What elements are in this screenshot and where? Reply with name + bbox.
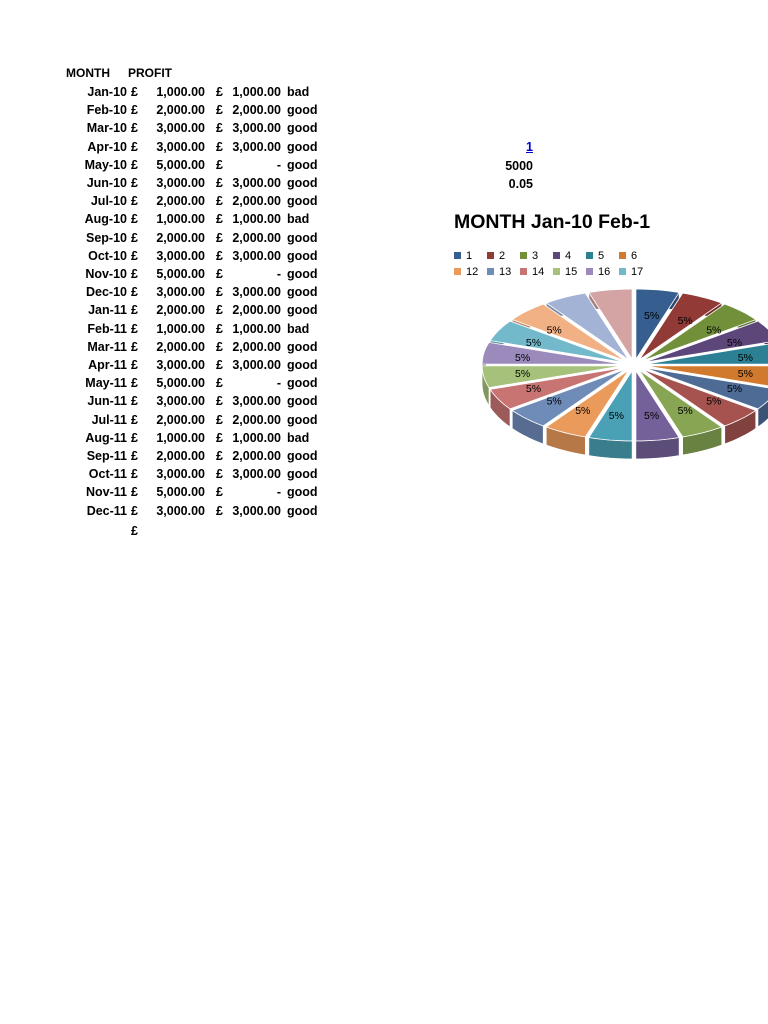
status-cell: good: [287, 285, 318, 300]
header-profit: PROFIT: [128, 66, 172, 80]
currency-cell: £: [216, 485, 223, 500]
status-cell: good: [287, 103, 318, 118]
currency-cell: £: [131, 248, 138, 263]
pie-data-label: 5%: [546, 395, 562, 408]
currency-cell: £: [216, 467, 223, 482]
status-cell: bad: [287, 430, 310, 445]
month-cell: Apr-11: [88, 358, 127, 372]
pie-data-label: 5%: [525, 382, 542, 395]
currency-cell: £: [131, 503, 138, 518]
legend-label: 5: [598, 250, 605, 262]
status-cell: good: [287, 449, 318, 463]
status-cell: bad: [287, 212, 310, 227]
legend-label: 3: [532, 250, 539, 262]
profit2-cell: 2,000.00: [232, 103, 281, 118]
legend-label: 4: [565, 250, 572, 262]
legend-swatch: [520, 252, 527, 259]
profit-cell: 2,000.00: [156, 303, 205, 318]
profit-cell: 2,000.00: [156, 449, 205, 463]
currency-cell: £: [131, 485, 138, 500]
month-cell: Dec-10: [86, 285, 127, 300]
currency-cell: £: [131, 430, 138, 445]
profit2-cell: 3,000.00: [232, 503, 281, 518]
status-cell: bad: [287, 85, 310, 99]
currency-cell: £: [216, 358, 223, 372]
currency-cell: £: [131, 394, 138, 409]
currency-cell: £: [216, 194, 223, 209]
status-cell: good: [287, 412, 318, 427]
pie-data-label: 5%: [515, 352, 531, 365]
profit2-cell: -: [276, 267, 281, 281]
currency-cell: £: [131, 139, 138, 154]
profit-cell: 1,000.00: [156, 321, 205, 336]
profit-cell: 5,000.00: [156, 157, 205, 172]
month-cell: Oct-11: [88, 467, 127, 482]
legend-swatch: [454, 268, 461, 275]
legend-label: 12: [466, 266, 479, 278]
currency-cell: £: [216, 303, 223, 318]
currency-cell: £: [216, 394, 223, 409]
pie-data-label: 5%: [726, 337, 743, 350]
profit-cell: 1,000.00: [156, 430, 205, 445]
status-cell: good: [287, 485, 318, 500]
currency-cell: £: [131, 121, 138, 136]
table-row: [0, 138, 768, 156]
total-currency: £: [131, 524, 138, 538]
month-cell: Jul-10: [90, 194, 127, 209]
pie-data-label: 5%: [706, 324, 722, 337]
currency-cell: £: [131, 467, 138, 482]
legend-swatch: [586, 252, 593, 259]
profit-cell: 3,000.00: [156, 394, 205, 409]
legend-swatch: [520, 268, 527, 275]
pie-data-label: 5%: [737, 352, 753, 365]
status-cell: good: [287, 176, 318, 190]
legend-label: 13: [499, 266, 512, 278]
profit2-cell: -: [276, 376, 281, 391]
profit2-cell: 3,000.00: [232, 358, 281, 372]
pie-data-label: 5%: [608, 409, 624, 422]
profit-cell: 2,000.00: [156, 103, 205, 118]
table-row: [0, 101, 768, 119]
month-cell: Mar-10: [86, 121, 127, 136]
profit-cell: 3,000.00: [156, 285, 205, 300]
currency-cell: £: [216, 503, 223, 518]
profit2-cell: 2,000.00: [232, 303, 281, 318]
month-cell: Aug-10: [84, 212, 127, 227]
status-cell: good: [287, 394, 318, 409]
table-row: [0, 465, 768, 483]
status-cell: good: [287, 303, 318, 318]
table-row: [0, 83, 768, 101]
profit2-cell: -: [276, 485, 281, 500]
pie-data-label: 5%: [706, 395, 722, 408]
currency-cell: £: [131, 230, 138, 245]
legend-label: 6: [631, 250, 638, 262]
status-cell: good: [287, 467, 318, 482]
currency-cell: £: [216, 376, 223, 391]
status-cell: good: [287, 248, 318, 263]
profit-cell: 5,000.00: [156, 485, 205, 500]
profit-cell: 1,000.00: [156, 212, 205, 227]
month-cell: Jun-10: [86, 176, 127, 190]
profit-cell: 3,000.00: [156, 358, 205, 372]
profit2-cell: 3,000.00: [232, 248, 281, 263]
profit2-cell: 1,000.00: [232, 321, 281, 336]
currency-cell: £: [131, 85, 138, 99]
profit-cell: 2,000.00: [156, 194, 205, 209]
profit2-cell: 1,000.00: [232, 212, 281, 227]
month-cell: Nov-11: [86, 485, 127, 500]
currency-cell: £: [216, 430, 223, 445]
profit-cell: 5,000.00: [156, 267, 205, 281]
month-cell: Feb-10: [86, 103, 127, 118]
month-cell: Jul-11: [91, 412, 127, 427]
profit-cell: 3,000.00: [156, 503, 205, 518]
currency-cell: £: [216, 321, 223, 336]
profit2-cell: 2,000.00: [232, 230, 281, 245]
profit-cell: 2,000.00: [156, 230, 205, 245]
pie-data-label: 5%: [525, 337, 542, 350]
legend-swatch: [553, 268, 560, 275]
currency-cell: £: [216, 285, 223, 300]
currency-cell: £: [216, 212, 223, 227]
currency-cell: £: [131, 103, 138, 118]
currency-cell: £: [131, 303, 138, 318]
currency-cell: £: [131, 157, 138, 172]
table-row: [0, 119, 768, 137]
currency-cell: £: [216, 103, 223, 118]
legend-label: 2: [499, 250, 506, 262]
profit2-cell: 2,000.00: [232, 449, 281, 463]
legend-label: 17: [631, 266, 644, 278]
status-cell: good: [287, 121, 318, 136]
month-cell: May-11: [85, 376, 127, 391]
pie-chart-svg: [448, 205, 753, 450]
profit2-cell: 3,000.00: [232, 467, 281, 482]
legend-label: 14: [532, 266, 545, 278]
pie-data-label: 5%: [644, 310, 660, 323]
currency-cell: £: [216, 230, 223, 245]
legend-swatch: [619, 252, 626, 259]
profit-cell: 3,000.00: [156, 248, 205, 263]
month-cell: Jun-11: [87, 394, 127, 409]
header-month: MONTH: [66, 66, 110, 80]
pie-data-label: 5%: [515, 367, 531, 380]
profit-cell: 5,000.00: [156, 376, 205, 391]
currency-cell: £: [216, 121, 223, 136]
month-cell: Sep-10: [86, 230, 127, 245]
currency-cell: £: [131, 376, 138, 391]
table-row: [0, 483, 768, 501]
value-cell-5000: 5000: [505, 159, 533, 173]
month-cell: May-10: [84, 157, 127, 172]
pie-data-label: 5%: [575, 404, 591, 417]
table-row: [0, 502, 768, 520]
status-cell: good: [287, 339, 318, 354]
profit2-cell: 3,000.00: [232, 394, 281, 409]
currency-cell: £: [216, 267, 223, 281]
pie-chart[interactable]: [448, 205, 753, 450]
legend-label: 16: [598, 266, 611, 278]
pie-data-label: 5%: [644, 409, 660, 422]
legend-swatch: [487, 252, 494, 259]
profit2-cell: 2,000.00: [232, 194, 281, 209]
profit2-cell: 1,000.00: [232, 85, 281, 99]
currency-cell: £: [216, 412, 223, 427]
legend-label: 15: [565, 266, 578, 278]
legend-swatch: [586, 268, 593, 275]
profit2-cell: 3,000.00: [232, 121, 281, 136]
profit-cell: 1,000.00: [156, 85, 205, 99]
status-cell: good: [287, 376, 318, 391]
currency-cell: £: [216, 449, 223, 463]
month-cell: Jan-11: [88, 303, 127, 318]
pie-data-label: 5%: [677, 315, 693, 328]
currency-cell: £: [216, 85, 223, 99]
profit-cell: 3,000.00: [156, 467, 205, 482]
currency-cell: £: [131, 358, 138, 372]
profit-cell: 2,000.00: [156, 339, 205, 354]
status-cell: good: [287, 503, 318, 518]
profit2-cell: 2,000.00: [232, 339, 281, 354]
month-cell: Mar-11: [87, 339, 127, 354]
currency-cell: £: [216, 339, 223, 354]
month-cell: Apr-10: [87, 139, 127, 154]
profit2-cell: 3,000.00: [232, 139, 281, 154]
status-cell: good: [287, 139, 318, 154]
legend-swatch: [487, 268, 494, 275]
currency-cell: £: [216, 176, 223, 190]
currency-cell: £: [131, 176, 138, 190]
status-cell: bad: [287, 321, 310, 336]
currency-cell: £: [131, 212, 138, 227]
pie-data-label: 5%: [726, 382, 743, 395]
profit2-cell: 3,000.00: [232, 176, 281, 190]
currency-cell: £: [216, 139, 223, 154]
profit-cell: 3,000.00: [156, 139, 205, 154]
status-cell: good: [287, 157, 318, 172]
profit-cell: 3,000.00: [156, 121, 205, 136]
currency-cell: £: [216, 248, 223, 263]
profit-cell: 2,000.00: [156, 412, 205, 427]
currency-cell: £: [131, 321, 138, 336]
month-cell: Aug-11: [85, 430, 127, 445]
currency-cell: £: [131, 412, 138, 427]
currency-cell: £: [131, 285, 138, 300]
month-cell: Dec-11: [86, 503, 127, 518]
value-cell-005: 0.05: [508, 177, 533, 191]
pie-data-label: 5%: [677, 404, 693, 417]
table-row: [0, 156, 768, 174]
currency-cell: £: [131, 339, 138, 354]
profit2-cell: -: [276, 157, 281, 172]
month-cell: Oct-10: [88, 248, 127, 263]
month-cell: Feb-11: [87, 321, 127, 336]
legend-swatch: [553, 252, 560, 259]
month-cell: Jan-10: [87, 85, 127, 99]
pie-data-label: 5%: [546, 324, 562, 337]
month-cell: Nov-10: [85, 267, 127, 281]
table-row: [0, 174, 768, 192]
profit-cell: 3,000.00: [156, 176, 205, 190]
profit2-cell: 3,000.00: [232, 285, 281, 300]
chart-title: MONTH Jan-10 Feb-1: [454, 211, 651, 233]
hyperlink-cell[interactable]: 1: [526, 140, 533, 154]
currency-cell: £: [216, 157, 223, 172]
legend-swatch: [619, 268, 626, 275]
currency-cell: £: [131, 267, 138, 281]
currency-cell: £: [131, 449, 138, 463]
profit2-cell: 1,000.00: [232, 430, 281, 445]
pie-data-label: 5%: [737, 367, 753, 380]
legend-swatch: [454, 252, 461, 259]
status-cell: good: [287, 230, 318, 245]
currency-cell: £: [131, 194, 138, 209]
profit2-cell: 2,000.00: [232, 412, 281, 427]
status-cell: good: [287, 194, 318, 209]
status-cell: good: [287, 267, 318, 281]
legend-label: 1: [466, 250, 473, 262]
status-cell: good: [287, 358, 318, 372]
month-cell: Sep-11: [86, 449, 127, 463]
